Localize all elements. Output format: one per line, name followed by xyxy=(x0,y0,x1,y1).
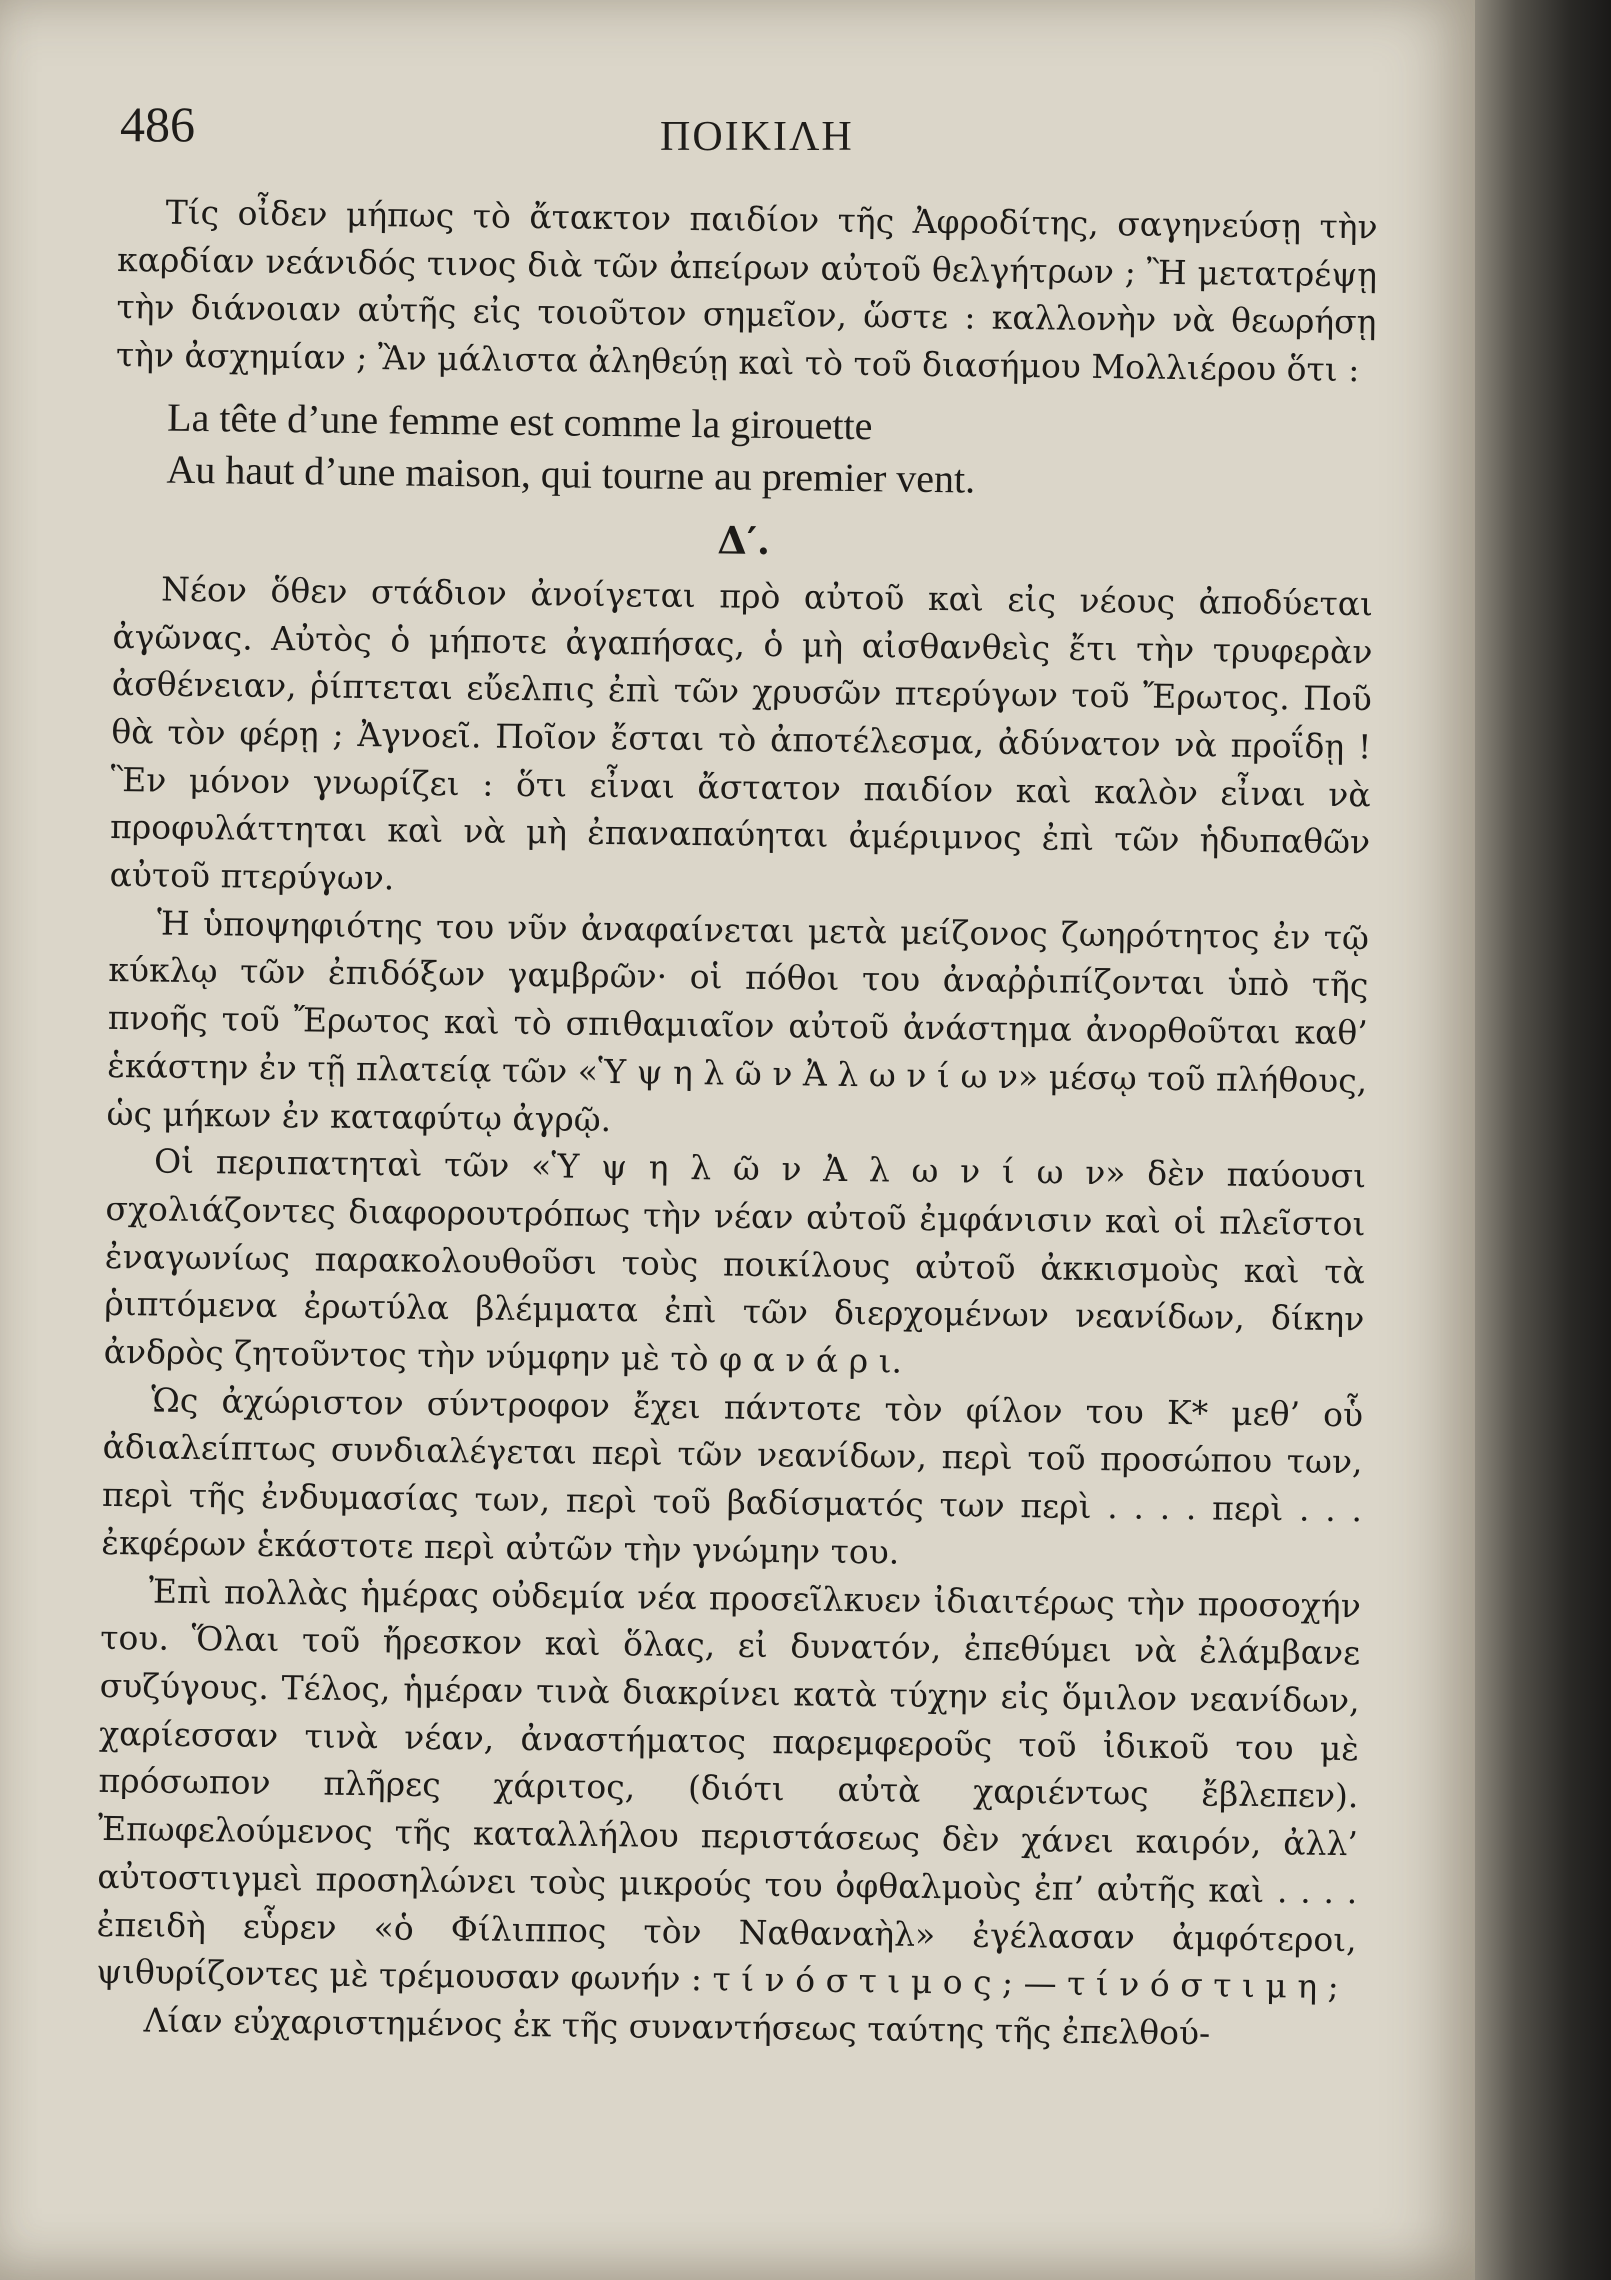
page-header xyxy=(120,95,1420,175)
paragraph: Οἱ περιπατηταὶ τῶν «Ὑ ψ η λ ῶ ν Ἀ λ ω ν ί ω ν» δὲν παύουσι σχολιάζοντες διαφορουτρόπως τὴν νέαν αὐτοῦ ἐμφάνισιν καὶ οἱ πλεῖστοι ἐναγωνίως παρακολουθοῦσι τοὺς ποικίλους αὐτοῦ ἀκκισμοὺς καὶ τὰ ῥιπτόμενα ἐρωτύλα βλέμματα ἐπὶ τῶν διερχομένων νεανίδων, δίκην ἀνδρὸς ζητοῦντος τὴν νύμφην μὲ τὸ φ α ν ά ρ ι. xyxy=(103,1141,1367,1381)
section-mark: Δ′. xyxy=(717,517,771,563)
quote-line: La tête d’une femme est comme la girouette xyxy=(166,394,873,449)
paragraph: Ἡ ὑποψηφιότης του νῦν ἀναφαίνεται μετὰ μείζονος ζωηρότητος ἐν τῷ κύκλῳ τῶν ἐπιδόξων γαμβρῶν· οἱ πόθοι του ἀναῤῥιπίζονται ὑπὸ τῆς πνοῆς τοῦ Ἔρωτος καὶ τὸ σπιθαμιαῖον αὐτοῦ ἀνάστημα ἀνορθοῦται καθ’ ἑκάστην ἐν τῇ πλατείᾳ τῶν «Ὑ ψ η λ ῶ ν Ἀ λ ω ν ί ω ν» μέσῳ τοῦ πλήθους, ὡς μήκων ἐν καταφύτῳ ἀγρῷ. xyxy=(106,903,1370,1139)
body-text xyxy=(95,188,1378,2059)
paragraph: Ὡς ἀχώριστον σύντροφον ἔχει πάντοτε τὸν φίλον του Κ* μεθ’ οὗ ἀδιαλείπτως συνδιαλέγεται περὶ τῶν νεανίδων, περὶ τοῦ προσώπου των, περὶ τῆς ἐνδυμασίας των, περὶ τοῦ βαδίσματός των περὶ . . . . περὶ . . . ἐκφέρων ἑκάστοτε περὶ αὐτῶν τὴν γνώμην του. xyxy=(101,1380,1364,1572)
french-quote xyxy=(166,391,1375,510)
paragraph: Λίαν εὐχαριστημένος ἐκ τῆς συναντήσεως ταύτης τῆς ἐπελθού- xyxy=(143,2000,1211,2053)
quote-line: Au haut d’une maison, qui tourne au premier vent. xyxy=(166,446,976,502)
book-gutter-shadow xyxy=(1475,0,1611,2280)
paragraph: Τίς οἶδεν μήπως τὸ ἄτακτον παιδίον τῆς Ἀφροδίτης, σαγηνεύσῃ τὴν καρδίαν νεάνιδός τινος διὰ τῶν ἀπείρων αὐτοῦ θελγήτρων ; Ἢ μετατρέψῃ τὴν διάνοιαν αὐτῆς εἰς τοιοῦτον σημεῖον, ὥστε : καλλονὴν νὰ θεωρήσῃ τὴν ἀσχημίαν ; Ἂν μάλιστα ἀληθεύῃ καὶ τὸ τοῦ διασήμου Μολλιέρου ὅτι : xyxy=(115,192,1378,390)
page-number: 486 xyxy=(120,96,195,152)
running-head: ΠΟΙΚΙΛΗ xyxy=(660,114,854,160)
paragraph: Νέον ὅθεν στάδιον ἀνοίγεται πρὸ αὐτοῦ καὶ εἰς νέους ἀποδύεται ἀγῶνας. Αὐτὸς ὁ μήποτε ἀγαπήσας, ὁ μὴ αἰσθανθεὶς ἔτι τὴν τρυφερὰν ἀσθένειαν, ῥίπτεται εὔελπις ἐπὶ τῶν χρυσῶν πτερύγων τοῦ Ἔρωτος. Ποῦ θὰ τὸν φέρῃ ; Ἀγνοεῖ. Ποῖον ἔσται τὸ ἀποτέλεσμα, ἀδύνατον νὰ προΐδῃ ! Ἓν μόνον γνωρίζει : ὅτι εἶναι ἄστατον παιδίον καὶ καλὸν εἶναι νὰ προφυλάττηται καὶ νὰ μὴ ἐπαναπαύηται ἀμέριμνος ἐπὶ τῶν ἡδυπαθῶν αὐτοῦ πτερύγων. xyxy=(109,569,1374,898)
paragraph: Ἐπὶ πολλὰς ἡμέρας οὐδεμία νέα προσεῖλκυεν ἰδιαιτέρως τὴν προσοχήν του. Ὅλαι τοῦ ἤρεσκον καὶ ὅλας, εἰ δυνατόν, ἐπεθύμει νὰ ἐλάμβανε συζύγους. Τέλος, ἡμέραν τινὰ διακρίνει κατὰ τύχην εἰς ὅμιλον νεανίδων, χαρίεσσαν τινὰ νέαν, ἀναστήματος παρεμφεροῦς τοῦ ἰδικοῦ του μὲ πρόσωπον πλῆρες χάριτος, (διότι αὐτὰ χαριέντως ἔβλεπεν). Ἐπωφελούμενος τῆς καταλλήλου περιστάσεως δὲν χάνει καιρόν, ἀλλ’ αὐτοστιγμεὶ προσηλώνει τοὺς μικρούς του ὀφθαλμοὺς ἐπ’ αὐτῆς καὶ . . . . ἐπειδὴ εὗρεν «ὁ Φίλιππος τὸν Ναθαναὴλ» ἐγέλασαν ἀμφότεροι, ψιθυρίζοντες μὲ τρέμουσαν φωνήν : τ ί ν ό σ τ ι μ ο ς ; — τ ί ν ό σ τ ι μ η ; xyxy=(95,1571,1362,2007)
